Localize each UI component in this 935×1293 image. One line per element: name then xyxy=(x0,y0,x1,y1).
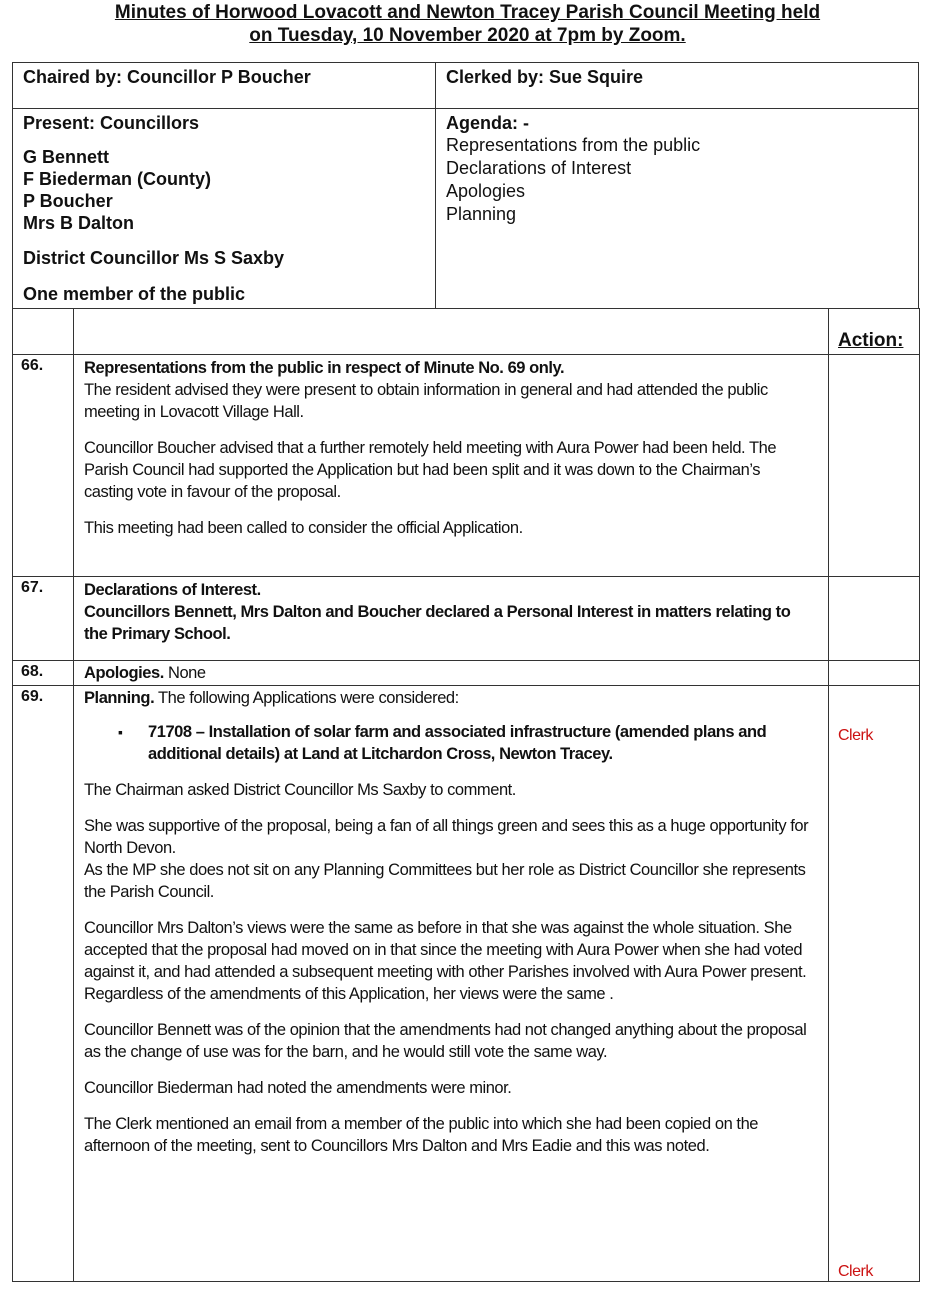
minute-paragraph: The resident advised they were present to obtain information in general and had attended the public meeting in Lovacott Village Hall. xyxy=(84,381,768,421)
minute-row-69 xyxy=(13,686,920,1282)
content-header-cell xyxy=(74,309,829,355)
action-clerk: Clerk xyxy=(838,1263,873,1280)
application-bullet xyxy=(118,721,814,765)
minute-body xyxy=(74,355,829,577)
minute-paragraph: She was supportive of the proposal, being a fan of all things green and sees this as a huge opportunity for North Devon. xyxy=(84,817,809,857)
clerked-cell xyxy=(436,63,919,109)
minute-body xyxy=(74,661,829,686)
minute-number: 68. xyxy=(13,661,74,686)
bullet-icon: ▪ xyxy=(118,724,123,740)
minute-paragraph: The Chairman asked District Councillor Ms Saxby to comment. xyxy=(84,781,516,799)
minute-row-66 xyxy=(13,355,920,577)
minute-heading: Declarations of Interest. xyxy=(84,581,261,599)
header-table xyxy=(12,62,919,309)
application-text: 71708 – Installation of solar farm and associated infrastructure (amended plans and additional details) at Land at Litchardon Cross, Newton Tracey. xyxy=(148,723,767,763)
minute-text: None xyxy=(167,664,206,682)
councillor-name: P Boucher xyxy=(23,191,113,211)
minute-paragraph: Councillor Mrs Dalton’s views were the same as before in that she was against the whole situation. She accepted that the proposal had moved on in that since the meeting with Aura Power when she had voted against it, and had attended a subsequent meeting with other Parishes involved with Aura Power present. xyxy=(84,919,807,981)
action-header-cell xyxy=(829,309,920,355)
minute-row-67 xyxy=(13,577,920,661)
minute-row-68 xyxy=(13,661,920,686)
minute-body xyxy=(74,577,829,661)
minute-heading: Apologies. xyxy=(84,664,164,682)
councillor-name: F Biederman (County) xyxy=(23,169,212,189)
councillor-name: Mrs B Dalton xyxy=(23,213,135,233)
minutes-table xyxy=(12,308,920,1282)
agenda-item: Planning xyxy=(446,204,517,224)
minute-paragraph: Councillor Bennett was of the opinion that the amendments had not changed anything about the proposal as the change of use was for the barn, and he would still vote the same way. xyxy=(84,1021,807,1061)
minute-paragraph: Regardless of the amendments of this Application, her views were the same . xyxy=(84,985,614,1003)
minute-number: 69. xyxy=(13,686,74,1282)
action-clerk: Clerk xyxy=(838,727,873,744)
agenda-label: Agenda: - xyxy=(446,113,529,133)
present-label: Present: Councillors xyxy=(23,113,200,133)
document-title-line-2: on Tuesday, 10 November 2020 at 7pm by Zoom. xyxy=(249,25,686,46)
agenda-item: Representations from the public xyxy=(446,135,701,155)
chaired-by: Chaired by: Councillor P Boucher xyxy=(23,67,311,87)
minute-paragraph: Councillors Bennett, Mrs Dalton and Boucher declared a Personal Interest in matters relating to the Primary School. xyxy=(84,603,791,643)
action-cell xyxy=(829,577,920,661)
agenda-item: Apologies xyxy=(446,181,526,201)
present-cell xyxy=(13,109,436,309)
action-header: Action: xyxy=(838,330,904,351)
action-cell xyxy=(829,661,920,686)
member-of-public: One member of the public xyxy=(23,284,246,304)
agenda-item: Declarations of Interest xyxy=(446,158,632,178)
minute-paragraph: Councillor Biederman had noted the amendments were minor. xyxy=(84,1079,512,1097)
clerked-by: Clerked by: Sue Squire xyxy=(446,67,644,87)
minute-heading: Representations from the public in respect of Minute No. 69 only. xyxy=(84,359,565,377)
minute-intro: The following Applications were considered: xyxy=(158,689,459,707)
num-header-cell xyxy=(13,309,74,355)
councillor-name: G Bennett xyxy=(23,147,110,167)
minute-body xyxy=(74,686,829,1282)
minute-number: 67. xyxy=(13,577,74,661)
minute-paragraph: As the MP she does not sit on any Planning Committees but her role as District Councillor she represents the Parish Council. xyxy=(84,861,806,901)
minute-number: 66. xyxy=(13,355,74,577)
action-cell xyxy=(829,355,920,577)
agenda-cell xyxy=(436,109,919,309)
minute-heading: Planning. xyxy=(84,689,155,707)
document-title-line-1: Minutes of Horwood Lovacott and Newton Tracey Parish Council Meeting held xyxy=(114,2,821,23)
chaired-cell xyxy=(13,63,436,109)
minute-paragraph: Councillor Boucher advised that a further remotely held meeting with Aura Power had been held. The Parish Council had supported the Application but had been split and it was down to the Chairman’s casting vote in favour of the proposal. xyxy=(84,439,777,501)
minute-paragraph: The Clerk mentioned an email from a member of the public into which she had been copied on the afternoon of the meeting, sent to Councillors Mrs Dalton and Mrs Eadie and this was noted. xyxy=(84,1115,759,1155)
minute-paragraph: This meeting had been called to consider the official Application. xyxy=(84,519,523,537)
action-cell xyxy=(829,686,920,1282)
district-councillor: District Councillor Ms S Saxby xyxy=(23,248,285,268)
